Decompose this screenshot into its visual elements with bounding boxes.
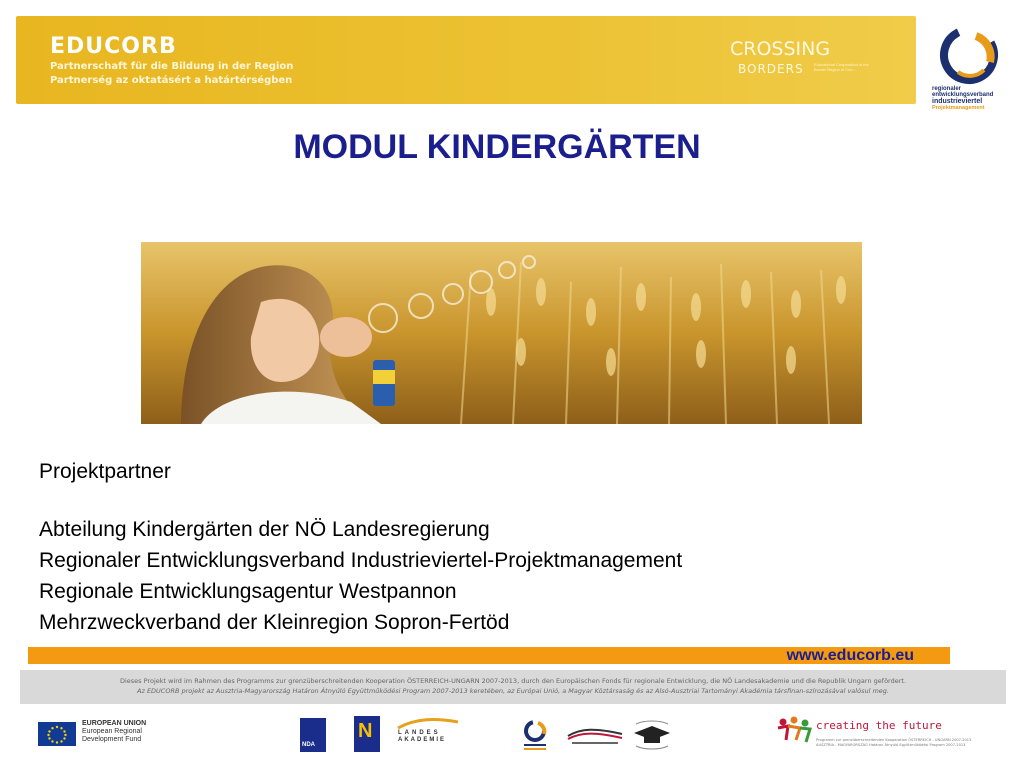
crossing-borders-line2: BORDERS — [738, 62, 804, 76]
eu-flag-icon — [38, 722, 76, 746]
footer-orange-bar — [28, 647, 950, 664]
rev-line-4: Projektmanagement — [932, 105, 985, 111]
landesakademie-swoosh-icon — [396, 716, 460, 730]
rev-line-1: regionaler — [932, 86, 962, 92]
rev-line-3: industrieviertel — [932, 98, 983, 105]
partner-item: Abteilung Kindergärten der NÖ Landesregierung — [39, 518, 490, 541]
photo-illustration-icon — [141, 242, 862, 424]
eu-line-1: EUROPEAN UNION — [82, 720, 147, 727]
disclaimer-de: Dieses Projekt wird im Rahmen des Programms zur grenzüberschreitenden Kooperation ÖSTERREICH-UNGARN 2007-2013, durch den Europäischen Fonds für regionale Entwicklung, die NÖ Landesakademie und die Republik Ungarn gefördert. — [119, 677, 907, 685]
noe-logo — [354, 716, 380, 752]
brand-name: EDUCORB — [50, 34, 177, 59]
crossing-borders-logo — [730, 38, 880, 88]
rev-line-2: entwicklungsverband — [932, 92, 994, 98]
eu-stars-icon — [38, 722, 76, 746]
partner-item: Regionale Entwicklungsagentur Westpannon — [39, 580, 457, 603]
brand-tagline-de: Partnerschaft für die Bildung in der Region — [50, 61, 294, 72]
partner-item: Regionaler Entwicklungsverband Industrieviertel-Projektmanagement — [39, 549, 683, 572]
people-figures-icon — [776, 716, 812, 746]
landesakademie-line2: AKADEMIE — [398, 737, 447, 743]
ctf-small-line-2: AUSZTRIA - MAGYARORSZÁG Határon Átnyúló Együttműködési Program 2007-2013 — [816, 743, 966, 747]
creating-the-future-logo — [776, 716, 1000, 752]
eu-line-2: European Regional — [82, 728, 142, 735]
website-link[interactable]: www.educorb.eu — [786, 647, 914, 664]
noe-n-icon: N — [358, 720, 373, 742]
westpannon-logo-icon — [566, 724, 624, 748]
eu-fund-text — [82, 720, 146, 744]
crossing-borders-line1: CROSSING — [730, 38, 831, 60]
disclaimer-hu: Az EDUCORB projekt az Ausztria-Magyarország Határon Átnyúló Együttműködési Program 2007-2013 keretében, az Európai Unió, a Magyar Köztársaság és az Alsó-Ausztriai Tartományi Akadémia társfinan-szírozásával valósul meg. — [137, 687, 889, 695]
girl-bubbles-photo — [141, 242, 862, 424]
partner-item: Mehrzweckverband der Kleinregion Sopron-Fertöd — [39, 611, 510, 634]
header-banner — [16, 16, 916, 104]
landesakademie-logo — [396, 716, 460, 750]
creating-the-future-text: creating the future — [816, 719, 942, 732]
ctf-small-line-1: Programm zur grenzüberschreitenden Kooperation ÖSTERREICH - UNGARN 2007-2013 — [816, 738, 972, 742]
brand-tagline-hu: Partnerség az oktatásért a határtérségben — [50, 75, 293, 86]
nda-logo — [300, 718, 326, 752]
rev-ring-icon — [936, 22, 1002, 88]
landesakademie-line1: LANDES — [398, 730, 441, 736]
graduation-hat-icon — [630, 718, 674, 752]
section-label-projektpartner: Projektpartner — [39, 460, 171, 483]
nda-label: NDA — [302, 742, 315, 748]
crossing-borders-small: Educational Cooperation in the Border Region of Cen... — [814, 62, 869, 72]
small-rev-logo-icon — [520, 718, 550, 752]
page-title: MODUL KINDERGÄRTEN — [293, 128, 701, 166]
regional-development-logo — [930, 20, 1008, 116]
eu-line-3: Development Fund — [82, 736, 142, 743]
funding-disclaimer — [20, 670, 1006, 704]
